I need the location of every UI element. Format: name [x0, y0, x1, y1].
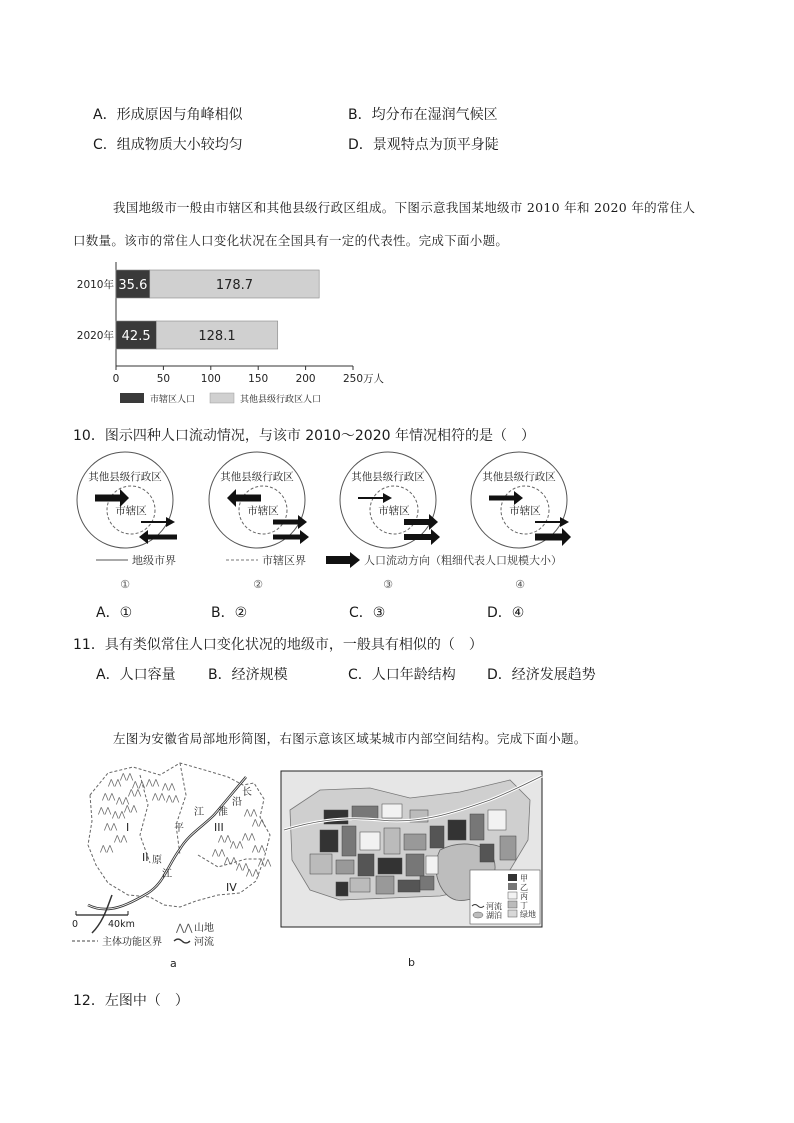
land-use-block [430, 826, 444, 848]
district-label: 市辖区 [378, 505, 410, 517]
bar-value-label: 178.7 [215, 278, 254, 293]
q12-stem: 12．左图中（ ） [73, 993, 189, 1009]
x-unit-label: 万人 [363, 373, 384, 385]
legend-swatch-bing [508, 892, 517, 899]
q11-option-d: D．经济发展趋势 [487, 667, 596, 683]
mountain-symbol: ⋀⋀ [258, 858, 272, 867]
x-tick-label: 100 [200, 373, 221, 385]
land-use-block [376, 876, 394, 894]
city-structure-map-b [280, 770, 545, 975]
mountain-symbol: ⋀⋀ [132, 780, 146, 789]
county-label: 其他县级行政区 [88, 471, 162, 483]
q9-option-c: C．组成物质大小较均匀 [93, 137, 243, 153]
land-use-block [420, 876, 434, 890]
boundary-legend-label: 主体功能区界 [102, 937, 162, 948]
place-char-yan: 沿 [232, 797, 242, 808]
river-legend-label: 河流 [194, 937, 214, 948]
mountain-symbol: ⋀⋀ [116, 796, 130, 805]
county-label: 其他县级行政区 [351, 471, 425, 483]
county-label: 其他县级行政区 [220, 471, 294, 483]
bar-value-label: 128.1 [198, 329, 236, 344]
river-legend-icon [174, 939, 190, 943]
category-label: 2010年 [76, 279, 114, 291]
q9-option-a: A．形成原因与角峰相似 [93, 107, 243, 123]
q10-option-a: A．① [96, 605, 133, 621]
diagram-label-2: ② [253, 578, 263, 591]
bar-value-label: 35.6 [118, 278, 148, 293]
mountain-symbol: ⋀⋀ [230, 840, 244, 849]
q11-option-a: A．人口容量 [96, 667, 176, 683]
diagram-label-1: ① [120, 578, 130, 591]
flow-legend-label: 人口流动方向（粗细代表人口规模大小） [364, 554, 562, 567]
land-use-block [336, 882, 348, 896]
mountain-symbol: ⋀⋀ [124, 804, 138, 813]
land-use-block [398, 880, 420, 892]
land-use-block [320, 830, 338, 852]
x-tick-label: 250 [342, 373, 364, 385]
mountain-legend-label: 山地 [194, 923, 214, 934]
x-tick-label: 0 [112, 373, 120, 385]
place-char-yuan: 原 [152, 855, 162, 866]
diagram-label-4: ④ [515, 578, 525, 591]
land-use-block [350, 878, 370, 892]
intro2-paragraph: 左图为安徽省局部地形简图，右图示意该区域某城市内部空间结构。完成下面小题。 [113, 731, 587, 746]
land-use-block [406, 854, 424, 876]
land-use-block [358, 854, 374, 876]
land-use-block [488, 810, 506, 830]
land-use-block [384, 828, 400, 854]
city-boundary-legend-label: 地级市界 [132, 554, 176, 567]
scale-distance-label: 40km [108, 919, 135, 930]
q9-option-b: B．均分布在湿润气候区 [348, 107, 498, 123]
x-tick-label: 150 [248, 373, 269, 385]
legend-swatch-urban [120, 393, 144, 403]
mountain-symbol: ⋀⋀ [100, 844, 114, 853]
district-boundary-legend-label: 市辖区界 [262, 554, 306, 567]
place-char-jiang1: 江 [194, 807, 204, 818]
region-label-4: IV [226, 881, 237, 894]
q9-option-d: D．景观特点为顶平身陡 [348, 137, 499, 153]
mountain-symbol: ⋀⋀ [218, 834, 232, 843]
land-use-block [426, 856, 438, 874]
flow-arrow-legend-icon [326, 552, 360, 568]
land-use-block [310, 854, 332, 874]
legend-swatch-yi [508, 883, 517, 890]
scale-zero-label: 0 [72, 919, 79, 930]
legend-label-county: 其他县级行政区人口 [240, 395, 322, 405]
mountain-symbol: ⋀⋀ [244, 808, 258, 817]
county-label: 其他县级行政区 [482, 471, 556, 483]
mountain-symbol: ⋀⋀ [108, 778, 122, 787]
q10-option-d: D．④ [487, 605, 525, 621]
legend-label-yi: 乙 [520, 883, 528, 892]
q11-option-b: B．经济规模 [208, 667, 288, 683]
map-a-caption: a [170, 957, 177, 970]
mountain-symbol: ⋀⋀ [120, 772, 134, 781]
diagram-label-3: ③ [383, 578, 393, 591]
mountain-legend-icon: ⋀⋀ [176, 923, 193, 934]
mountain-symbol: ⋀⋀ [224, 856, 238, 865]
district-label: 市辖区 [509, 505, 541, 517]
q10-stem: 10．图示四种人口流动情况，与该市 2010～2020 年情况相符的是（ ） [73, 428, 535, 444]
legend-swatch-county [210, 393, 234, 403]
mountain-symbol: ⋀⋀ [242, 832, 256, 841]
place-char-jiang2: 江 [162, 869, 172, 880]
lake-legend-icon [473, 912, 483, 918]
legend-label-lake: 湖泊 [486, 911, 502, 920]
mountain-symbol: ⋀⋀ [112, 810, 126, 819]
region-label-1: I [126, 821, 130, 834]
legend-label-green: 绿地 [520, 910, 536, 919]
map-b-caption: b [408, 956, 415, 969]
q10-option-c: C．③ [349, 605, 386, 621]
bar-value-label: 42.5 [121, 329, 151, 344]
district-label: 市辖区 [115, 505, 147, 517]
x-tick-label: 50 [156, 373, 171, 385]
land-use-block [500, 836, 516, 860]
region-label-2: II [142, 851, 149, 864]
population-flow-diagrams [68, 450, 588, 600]
land-use-block [360, 832, 380, 850]
mountain-symbol: ⋀⋀ [128, 788, 142, 797]
land-use-block [378, 858, 402, 874]
mountain-symbol: ⋀⋀ [212, 848, 226, 857]
mountain-symbol: ⋀⋀ [252, 844, 266, 853]
q11-stem: 11．具有类似常住人口变化状况的地级市，一般具有相似的（ ） [73, 637, 483, 653]
mountain-symbol: ⋀⋀ [162, 782, 176, 791]
mountain-symbol: ⋀⋀ [246, 868, 260, 877]
land-use-block [382, 804, 402, 818]
land-use-block [480, 844, 494, 862]
legend-swatch-jia [508, 874, 517, 881]
legend-label-urban: 市辖区人口 [150, 395, 196, 405]
mountain-symbol: ⋀⋀ [152, 792, 166, 801]
region-label-3: III [214, 821, 224, 834]
q11-option-c: C．人口年龄结构 [348, 667, 456, 683]
place-char-huai: 淮 [218, 807, 228, 818]
legend-label-river: 河流 [486, 902, 502, 911]
land-use-block [470, 814, 484, 840]
legend-swatch-green [508, 910, 517, 917]
q10-option-b: B．② [211, 605, 248, 621]
district-label: 市辖区 [247, 505, 279, 517]
intro-paragraph-line2: 口数量。该市的常住人口变化状况在全国具有一定的代表性。完成下面小题。 [73, 233, 509, 248]
mountain-symbol: ⋀⋀ [166, 794, 180, 803]
legend-swatch-ding [508, 901, 517, 908]
mountain-symbol: ⋀⋀ [252, 818, 266, 827]
legend-label-bing: 丙 [520, 892, 528, 901]
mountain-symbol: ⋀⋀ [104, 822, 118, 831]
population-bar-chart [70, 260, 410, 410]
mountain-symbol: ⋀⋀ [236, 862, 250, 871]
mountain-symbol: ⋀⋀ [98, 806, 112, 815]
mountain-symbol: ⋀⋀ [102, 792, 116, 801]
land-use-block [404, 834, 426, 850]
legend-label-ding: 丁 [520, 901, 528, 910]
terrain-map-a [68, 755, 280, 975]
land-use-block [448, 820, 466, 840]
intro-paragraph-line1: 我国地级市一般由市辖区和其他县级行政区组成。下图示意我国某地级市 2010 年和 2020 年的常住人 [113, 200, 696, 215]
place-char-ping: 平 [174, 823, 184, 834]
mountain-symbol: ⋀⋀ [114, 834, 128, 843]
legend-label-jia: 甲 [520, 874, 528, 883]
category-label: 2020年 [76, 330, 114, 342]
land-use-block [336, 860, 354, 874]
place-char-chang: 长 [242, 787, 252, 798]
flow-arrow-outward [273, 530, 309, 544]
x-tick-label: 200 [295, 373, 316, 385]
flow-arrow-inward [139, 530, 177, 544]
mountain-symbol: ⋀⋀ [146, 778, 160, 787]
land-use-block [342, 826, 356, 856]
